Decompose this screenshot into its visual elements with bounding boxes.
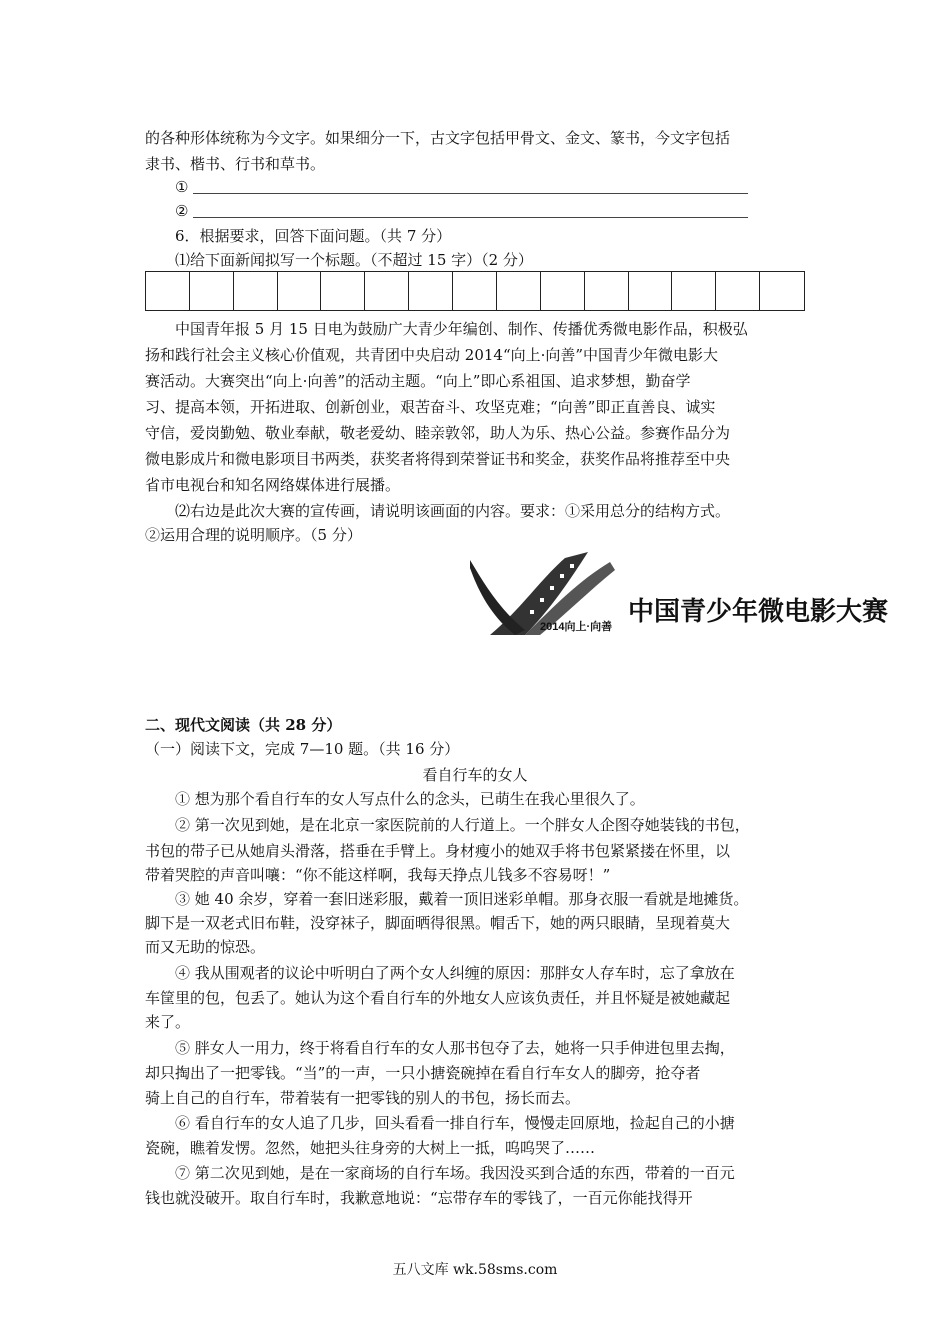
grid-cell[interactable] [585,272,629,310]
para-2-line-1: ② 第一次见到她，是在北京一家医院前的人行道上。一个胖女人企图夺她装钱的书包， [175,816,750,834]
news-line-4: 习、提高本领，开拓进取、创新创业，艰苦奋斗、攻坚克难；“向善”即正直善良、诚实 [145,398,716,416]
intro-line-2: 隶书、楷书、行书和草书。 [145,155,326,173]
grid-cell[interactable] [629,272,673,310]
news-line-2: 扬和践行社会主义核心价值观，共青团中央启动 2014“向上·向善”中国青少年微电影大 [145,346,719,364]
para-5-line-1: ⑤ 胖女人一用力，终于将看自行车的女人那书包夺了去，她将一只手伸进包里去掏， [175,1039,735,1057]
para-5-line-3: 骑上自己的自行车，带着装有一把零钱的别人的书包，扬长而去。 [145,1089,581,1107]
para-3-line-1: ③ 她 40 余岁，穿着一套旧迷彩服，戴着一顶旧迷彩单帽。那身衣服一看就是地摊货。 [175,890,749,908]
news-line-7: 省市电视台和知名网络媒体进行展播。 [145,476,401,494]
answer-marker-1: ① [175,178,189,196]
answer-marker-2: ② [175,202,189,220]
para-6-line-1: ⑥ 看自行车的女人追了几步，回头看看一排自行车，慢慢走回原地，捡起自己的小搪 [175,1114,735,1132]
answer-line-1[interactable] [193,193,748,194]
grid-cell[interactable] [190,272,234,310]
para-7-line-1: ⑦ 第二次见到她，是在一家商场的自行车场。我因没买到合适的东西，带着的一百元 [175,1164,735,1182]
grid-cell[interactable] [453,272,497,310]
grid-cell[interactable] [409,272,453,310]
para-3-line-3: 而又无助的惊恐。 [145,938,266,956]
para-1-line-1: ① 想为那个看自行车的女人写点什么的念头，已萌生在我心里很久了。 [175,790,645,808]
section2-sub: （一）阅读下文，完成 7—10 题。（共 16 分） [145,740,460,758]
news-line-3: 赛活动。大赛突出“向上·向善”的活动主题。“向上”即心系祖国、追求梦想，勤奋学 [145,372,691,390]
q6-title: 6．根据要求，回答下面问题。（共 7 分） [175,227,452,245]
q6-part1: ⑴给下面新闻拟写一个标题。（不超过 15 字）（2 分） [175,251,533,269]
para-2-line-2: 书包的带子已从她肩头滑落，搭垂在手臂上。身材瘦小的她双手将书包紧紧搂在怀里，以 [145,842,731,860]
news-line-6: 微电影成片和微电影项目书两类，获奖者将得到荣誉证书和奖金，获奖作品将推荐至中央 [145,450,731,468]
grid-cell[interactable] [497,272,541,310]
intro-line-1: 的各种形体统称为今文字。如果细分一下，古文字包括甲骨文、金文、篆书，今文字包括 [145,129,731,147]
section2-heading: 二、现代文阅读（共 28 分） [145,716,342,734]
para-3-line-2: 脚下是一双老式旧布鞋，没穿袜子，脚面晒得很黑。帽舌下，她的两只眼睛，呈现着莫大 [145,914,731,932]
news-line-5: 守信，爱岗勤勉、敬业奉献，敬老爱幼、睦亲敦邻，助人为乐、热心公益。参赛作品分为 [145,424,731,442]
film-strip-logo-icon [470,540,889,640]
para-6-line-2: 瓷碗，瞧着发愣。忽然，她把头往身旁的大树上一抵，呜呜哭了…… [145,1139,596,1157]
article-title: 看自行车的女人 [422,766,528,784]
poster-small-text: 2014向上·向善 [540,621,613,633]
para-7-line-2: 钱也就没破开。取自行车时，我歉意地说：“忘带存车的零钱了，一百元你能找得开 [145,1189,693,1207]
grid-cell[interactable] [278,272,322,310]
news-line-1: 中国青年报 5 月 15 日电为鼓励广大青少年编创、制作、传播优秀微电影作品，积极弘 [175,320,748,338]
grid-cell[interactable] [760,272,804,310]
grid-cell[interactable] [672,272,716,310]
para-4-line-3: 来了。 [145,1013,191,1031]
grid-cell[interactable] [234,272,278,310]
page-footer: 五八文库 wk.58sms.com [392,1262,558,1278]
para-4-line-2: 车筐里的包，包丢了。她认为这个看自行车的外地女人应该负责任，并且怀疑是被她藏起 [145,989,731,1007]
grid-cell[interactable] [146,272,190,310]
grid-cell[interactable] [716,272,760,310]
grid-cell[interactable] [365,272,409,310]
grid-cell[interactable] [541,272,585,310]
q6-part2-line-2: ②运用合理的说明顺序。（5 分） [145,526,362,544]
contest-poster [470,540,889,640]
para-4-line-1: ④ 我从围观者的议论中听明白了两个女人纠缠的原因：那胖女人存车时，忘了拿放在 [175,964,735,982]
title-answer-grid[interactable] [145,271,805,311]
grid-cell[interactable] [321,272,365,310]
answer-line-2[interactable] [193,217,748,218]
poster-big-text: 中国青少年微电影大赛 [628,596,889,626]
para-5-line-2: 却只掏出了一把零钱。“当”的一声，一只小搪瓷碗掉在看自行车女人的脚旁，抢夺者 [145,1064,701,1082]
q6-part2-line-1: ⑵右边是此次大赛的宣传画，请说明该画面的内容。要求：①采用总分的结构方式。 [175,502,731,520]
para-2-line-3: 带着哭腔的声音叫嚷：“你不能这样啊，我每天挣点儿钱多不容易呀！” [145,866,611,884]
